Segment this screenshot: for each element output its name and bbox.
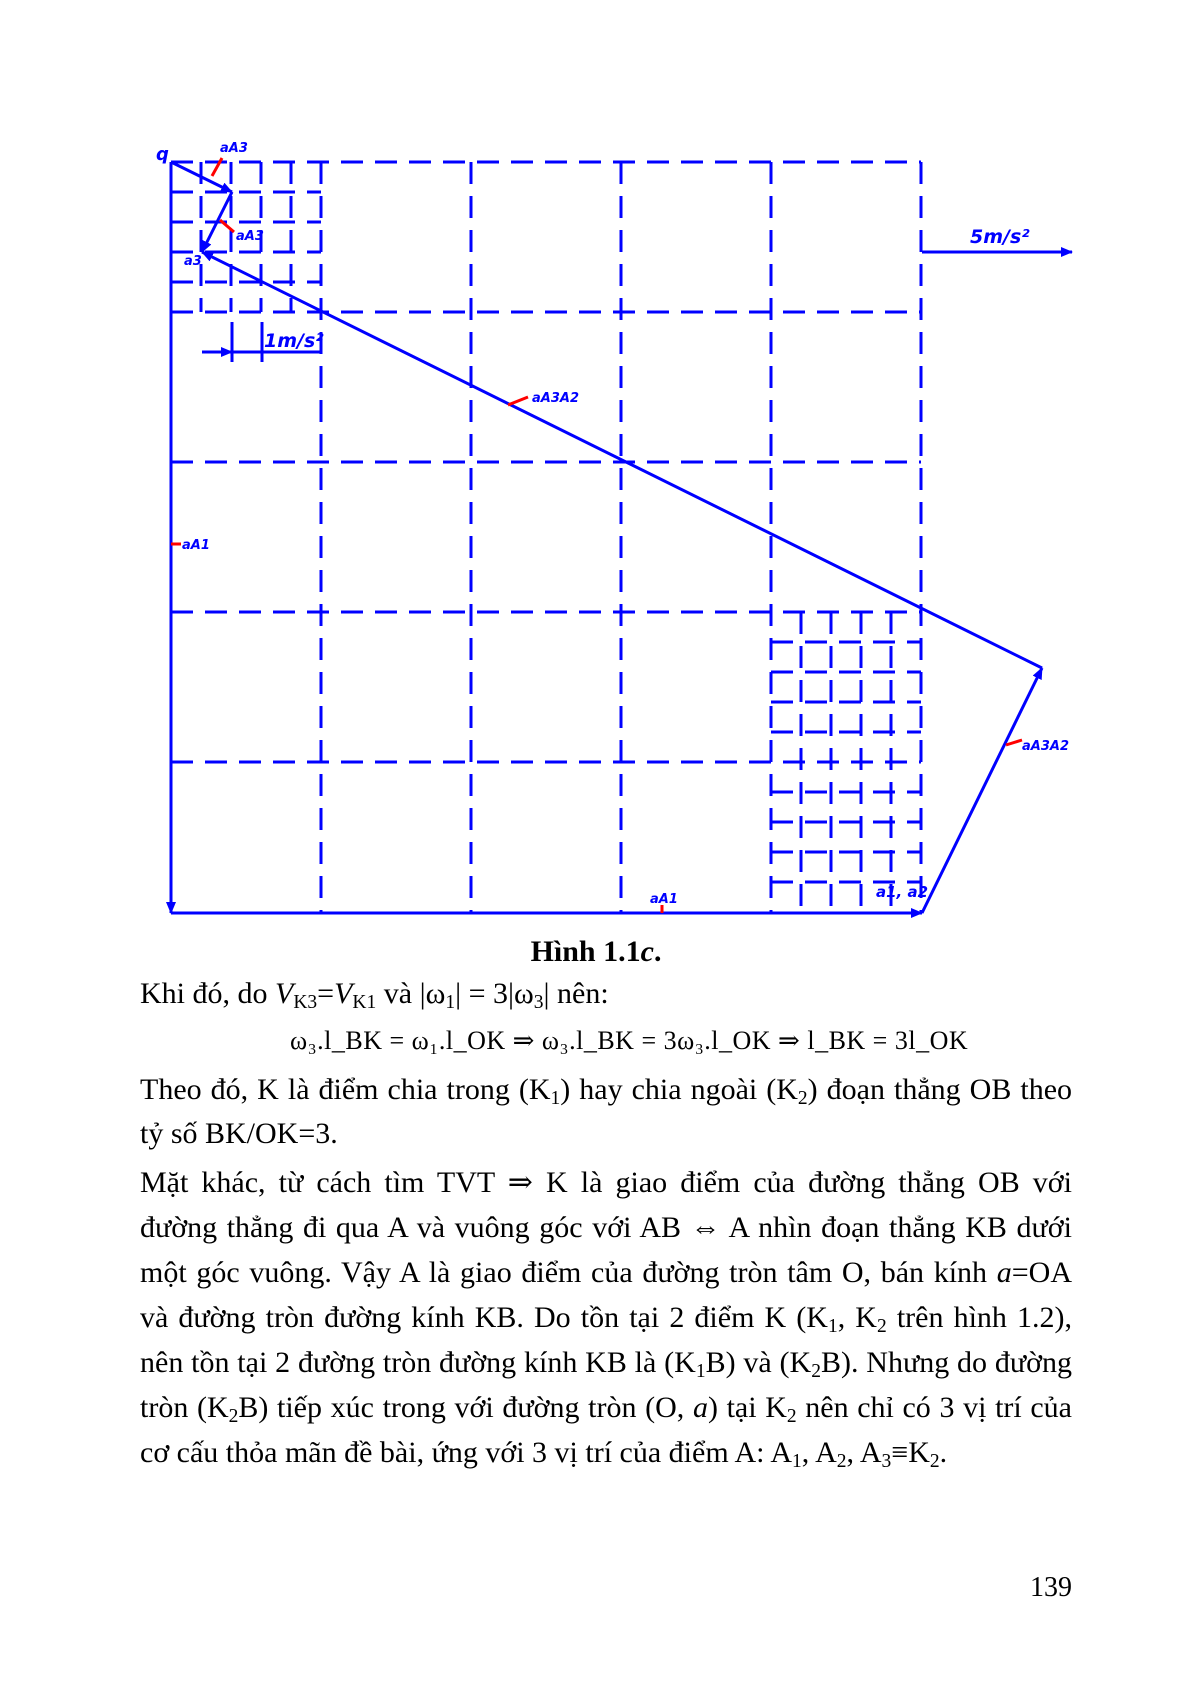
point-a1a2-label: a1, a2 [876,883,929,901]
paragraph-division: Theo đó, K là điểm chia trong $(K_1)$ hay chia ngoài $(K_2)$ đoạn thẳng OB theo tỷ số BK/OK=3. [140,1073,1073,1150]
vector-aA3A2-c [922,668,1042,913]
marker-aA3A2-c [1006,740,1022,745]
page-number: 139 [1030,1572,1072,1603]
label-aA3A2-c: aA3A2 [1022,739,1069,754]
scale-big-label: 5m/s² [970,226,1030,248]
label-aA3: aA3 [220,141,248,156]
scale-small-label: 1m/s² [264,330,324,352]
paragraph-construction: Mặt khác, từ cách tìm TVT ⇒ K là giao điểm của đường thẳng OB với đường thẳng đi qua A và vuông góc với AB ⇔ A nhìn đoạn thẳng KB dưới một góc vuông. Vậy A là giao điểm của đường tròn tâm O, bán kính a=OA và đường tròn đường kính KB. Do tồn tại 2 điểm K ($K_1$, $K_2$ trên hình 1.2), nên tồn tại 2 đường tròn đường kính KB là $(K_1B)$ và $(K_2B)$. Nhưng do đường tròn $(K_2B)$ tiếp xúc trong với đường tròn (O, a) tại $K_2$ nên chỉ có 3 vị trí của cơ cấu thỏa mãn đề bài, ứng với 3 vị trí của điểm A: $A_1$, $A_2$, $A_3\equiv K_2$. [140,1166,1072,1472]
figure-caption: Hình 1.1c. [530,935,662,968]
point-a3-label: a3 [184,254,202,269]
point-q-label: q [156,144,169,165]
label-aA3-t: aA3 [236,229,264,244]
line-velocity-condition: Khi đó, do $V_{K3}=V_{K1}$ và $|\omega_1| = 3|\omega_3|$ nên: [140,977,609,1013]
coarse-grid [171,162,921,912]
equation: ω₃.l_BK = ω₁.l_OK ⇒ ω₃.l_BK = 3ω₃.l_OK ⇒ l_BK = 3l_OK [290,1026,969,1055]
label-aA1: aA1 [650,892,678,907]
label-aA3A2: aA3A2 [532,391,579,406]
label-aA1-n: aA1 [182,538,210,553]
marker-aA3A2 [508,397,528,405]
